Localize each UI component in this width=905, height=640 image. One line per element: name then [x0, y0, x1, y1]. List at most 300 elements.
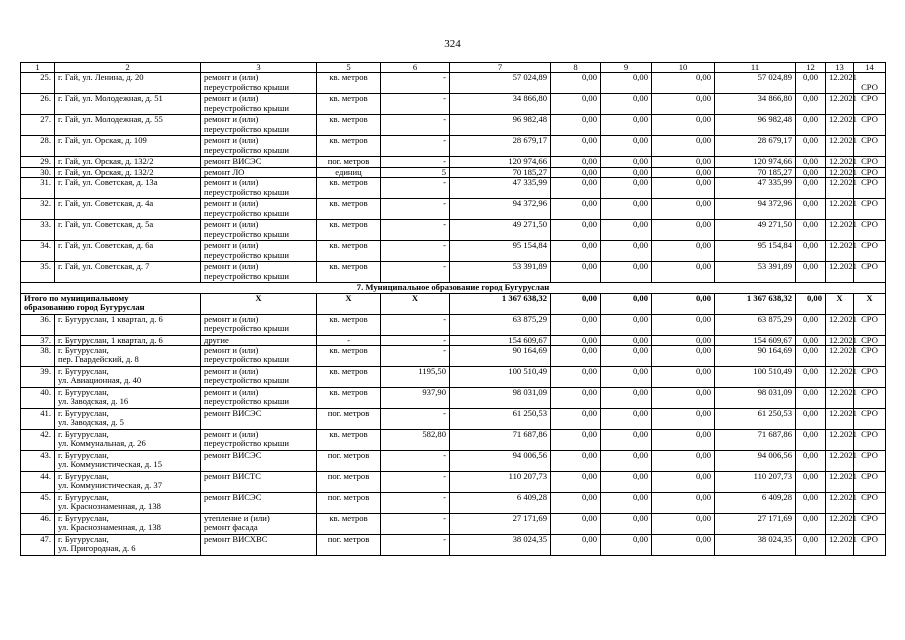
table-cell: - [381, 73, 450, 94]
table-cell: 12.2021 [826, 535, 854, 556]
table-cell: 38 024,35 [450, 535, 551, 556]
table-row [21, 94, 886, 115]
table-cell: 0,00 [652, 514, 715, 535]
table-cell: 12.2021 [826, 451, 854, 472]
table-cell: 0,00 [652, 167, 715, 177]
table-cell: 28 679,17 [450, 136, 551, 157]
table-cell: 0,00 [796, 451, 826, 472]
table-cell: ремонт и (или) переустройство крыши [201, 94, 317, 115]
table-cell: г. Гай, ул. Советская, д. 13а [55, 178, 201, 199]
table-cell: 120 974,66 [715, 157, 796, 167]
table-cell: 96 982,48 [715, 115, 796, 136]
table-cell: г. Бугуруслан, ул. Коммунальная, д. 26 [55, 430, 201, 451]
column-number-6: 6 [381, 63, 450, 73]
table-cell: г. Гай, ул. Орская, д. 132/2 [55, 157, 201, 167]
table-cell: 0,00 [796, 409, 826, 430]
table-cell: 0,00 [796, 94, 826, 115]
table-cell: 0,00 [796, 73, 826, 94]
table-cell: 71 687,86 [450, 430, 551, 451]
table-cell: 33. [21, 220, 55, 241]
table-cell: кв. метров [317, 178, 381, 199]
table-cell: кв. метров [317, 388, 381, 409]
table-cell: ремонт ВИСЭС [201, 409, 317, 430]
table-cell: СРО [854, 73, 886, 94]
table-cell: 32. [21, 199, 55, 220]
table-row [21, 314, 886, 335]
table-cell: 0,00 [796, 367, 826, 388]
table-cell: 0,00 [551, 157, 601, 167]
table-cell: 0,00 [652, 241, 715, 262]
table-cell: кв. метров [317, 115, 381, 136]
table-cell: 0,00 [601, 115, 652, 136]
table-cell: СРО [854, 430, 886, 451]
table-row [21, 409, 886, 430]
table-cell: 0,00 [551, 451, 601, 472]
table-cell: кв. метров [317, 346, 381, 367]
table-cell: 0,00 [601, 472, 652, 493]
table-cell: 95 154,84 [715, 241, 796, 262]
table-cell: ремонт ВИСТС [201, 472, 317, 493]
table-cell: 0,00 [551, 94, 601, 115]
table-cell: 0,00 [652, 314, 715, 335]
table-cell: 0,00 [551, 367, 601, 388]
table-cell: 57 024,89 [450, 73, 551, 94]
table-cell: 100 510,49 [715, 367, 796, 388]
table-cell: г. Бугуруслан, 1 квартал, д. 6 [55, 335, 201, 345]
table-cell: кв. метров [317, 220, 381, 241]
table-cell: 40. [21, 388, 55, 409]
table-cell: 36. [21, 314, 55, 335]
table-cell: кв. метров [317, 199, 381, 220]
table-cell: 12.2021 [826, 157, 854, 167]
section-heading: 7. Муниципальное образование город Бугуруслан [21, 283, 886, 293]
table-cell: 0,00 [796, 335, 826, 345]
table-cell: 0,00 [551, 314, 601, 335]
table-cell: 27 171,69 [450, 514, 551, 535]
table-cell: пог. метров [317, 535, 381, 556]
table-cell: 0,00 [796, 472, 826, 493]
table-cell: - [381, 335, 450, 345]
table-cell: пог. метров [317, 157, 381, 167]
table-cell: 94 372,96 [450, 199, 551, 220]
table-cell: 70 185,27 [450, 167, 551, 177]
table-cell: 12.2021 [826, 220, 854, 241]
table-cell: 154 609,67 [450, 335, 551, 345]
table-cell: г. Гай, ул. Ленина, д. 20 [55, 73, 201, 94]
table-cell: ремонт и (или) переустройство крыши [201, 367, 317, 388]
table-row [21, 367, 886, 388]
table-cell: ремонт ВИСЭС [201, 157, 317, 167]
table-cell: - [381, 178, 450, 199]
table-cell: 0,00 [551, 199, 601, 220]
table-cell: 0,00 [601, 178, 652, 199]
table-cell: 0,00 [601, 346, 652, 367]
table-cell: пог. метров [317, 472, 381, 493]
table-row [21, 335, 886, 345]
column-number-5: 5 [317, 63, 381, 73]
table-cell: 34 866,80 [715, 94, 796, 115]
table-cell: 0,00 [652, 335, 715, 345]
table-cell: 34. [21, 241, 55, 262]
table-cell: 96 982,48 [450, 115, 551, 136]
table-cell: 0,00 [796, 157, 826, 167]
table-cell: 12.2021 [826, 262, 854, 283]
table-cell: 0,00 [796, 262, 826, 283]
table-cell: 0,00 [652, 409, 715, 430]
table-cell: 0,00 [796, 346, 826, 367]
table-cell: 0,00 [796, 136, 826, 157]
table-cell: 47 335,99 [715, 178, 796, 199]
table-cell: кв. метров [317, 94, 381, 115]
table-cell: 0,00 [601, 157, 652, 167]
table-cell: г. Гай, ул. Советская, д. 4а [55, 199, 201, 220]
table-row [21, 136, 886, 157]
table-cell: СРО [854, 514, 886, 535]
table-cell: кв. метров [317, 514, 381, 535]
column-number-9: 9 [601, 63, 652, 73]
table-cell: кв. метров [317, 73, 381, 94]
column-number-3: 3 [201, 63, 317, 73]
table-cell: 53 391,89 [450, 262, 551, 283]
table-cell: ремонт и (или) переустройство крыши [201, 220, 317, 241]
table-cell: 0,00 [551, 136, 601, 157]
table-cell: 44. [21, 472, 55, 493]
total-cell: 1 367 638,32 [450, 293, 551, 314]
table-cell: кв. метров [317, 136, 381, 157]
table-cell: 0,00 [551, 493, 601, 514]
table-cell: 0,00 [601, 136, 652, 157]
table-cell: ремонт и (или) переустройство крыши [201, 388, 317, 409]
table-cell: 0,00 [551, 335, 601, 345]
total-cell: 1 367 638,32 [715, 293, 796, 314]
table-row [21, 220, 886, 241]
table-cell: СРО [854, 367, 886, 388]
table-cell: 0,00 [652, 73, 715, 94]
table-cell: СРО [854, 262, 886, 283]
table-row [21, 262, 886, 283]
table-cell: ремонт ВИСХВС [201, 535, 317, 556]
table-cell: 0,00 [796, 220, 826, 241]
table-cell: 0,00 [601, 451, 652, 472]
table-cell: 25. [21, 73, 55, 94]
table-cell: г. Бугуруслан, ул. Пригородная, д. 6 [55, 535, 201, 556]
table-cell: 12.2021 [826, 136, 854, 157]
table-cell: 49 271,50 [715, 220, 796, 241]
table-cell: 0,00 [551, 241, 601, 262]
table-cell: СРО [854, 388, 886, 409]
table-cell: 100 510,49 [450, 367, 551, 388]
table-cell: 0,00 [796, 535, 826, 556]
table-cell: 0,00 [796, 514, 826, 535]
table-cell: - [381, 514, 450, 535]
table-cell: 37. [21, 335, 55, 345]
table-cell: 30. [21, 167, 55, 177]
table-cell: СРО [854, 94, 886, 115]
table-cell: - [381, 220, 450, 241]
table-cell: ремонт и (или) переустройство крыши [201, 73, 317, 94]
column-number-2: 2 [55, 63, 201, 73]
table-cell: 47 335,99 [450, 178, 551, 199]
column-number-1: 1 [21, 63, 55, 73]
column-number-11: 11 [715, 63, 796, 73]
table-cell: 61 250,53 [715, 409, 796, 430]
table-cell: 0,00 [601, 430, 652, 451]
table-cell: 0,00 [796, 241, 826, 262]
total-cell: 0,00 [551, 293, 601, 314]
table-cell: - [381, 136, 450, 157]
table-cell: 0,00 [652, 262, 715, 283]
table-cell: г. Гай, ул. Советская, д. 6а [55, 241, 201, 262]
table-cell: СРО [854, 335, 886, 345]
column-number-7: 7 [450, 63, 551, 73]
table-cell: 42. [21, 430, 55, 451]
table-cell: 0,00 [652, 388, 715, 409]
table-cell: 0,00 [652, 451, 715, 472]
table-cell: кв. метров [317, 314, 381, 335]
table-cell: ремонт и (или) переустройство крыши [201, 346, 317, 367]
table-cell: 12.2021 [826, 115, 854, 136]
table-cell: 0,00 [551, 472, 601, 493]
table-cell: СРО [854, 451, 886, 472]
table-cell: СРО [854, 314, 886, 335]
table-cell: 70 185,27 [715, 167, 796, 177]
table-row [21, 178, 886, 199]
table-cell: пог. метров [317, 409, 381, 430]
table-cell: 90 164,69 [715, 346, 796, 367]
table-cell: СРО [854, 157, 886, 167]
table-cell: - [381, 199, 450, 220]
table-cell: 0,00 [551, 178, 601, 199]
table-cell: 26. [21, 94, 55, 115]
table-cell: 63 875,29 [715, 314, 796, 335]
table-cell: 1195,50 [381, 367, 450, 388]
table-cell: - [381, 115, 450, 136]
table-row [21, 493, 886, 514]
table-cell: 98 031,09 [715, 388, 796, 409]
table-cell: 47. [21, 535, 55, 556]
table-cell: ремонт и (или) переустройство крыши [201, 136, 317, 157]
page-number: 324 [444, 38, 461, 50]
table-cell: 0,00 [652, 367, 715, 388]
table-cell: ремонт ВИСЭС [201, 493, 317, 514]
table-cell: 12.2021 [826, 388, 854, 409]
table-row [21, 115, 886, 136]
table-cell: - [381, 451, 450, 472]
table-cell: другие [201, 335, 317, 345]
table-cell: СРО [854, 346, 886, 367]
table-cell: г. Бугуруслан, ул. Авиационная, д. 40 [55, 367, 201, 388]
table-cell: 12.2021 [826, 241, 854, 262]
table-cell: 0,00 [551, 346, 601, 367]
table-cell: 38. [21, 346, 55, 367]
table-cell: 0,00 [652, 493, 715, 514]
table-cell: 0,00 [551, 514, 601, 535]
table-row [21, 157, 886, 167]
column-number-12: 12 [796, 63, 826, 73]
table-cell: 45. [21, 493, 55, 514]
table-cell: 0,00 [551, 409, 601, 430]
table-cell: - [381, 262, 450, 283]
table-cell: 110 207,73 [715, 472, 796, 493]
table-cell: 0,00 [601, 262, 652, 283]
table-cell: 0,00 [601, 335, 652, 345]
table-cell: 12.2021 [826, 94, 854, 115]
table-cell: 0,00 [601, 167, 652, 177]
table-cell: 12.2021 [826, 367, 854, 388]
table-cell: 120 974,66 [450, 157, 551, 167]
total-cell: X [854, 293, 886, 314]
table-cell: 61 250,53 [450, 409, 551, 430]
table-cell: ремонт и (или) переустройство крыши [201, 314, 317, 335]
table-cell: 0,00 [601, 388, 652, 409]
table-cell: 12.2021 [826, 178, 854, 199]
table-cell: 90 164,69 [450, 346, 551, 367]
table-cell: 0,00 [796, 430, 826, 451]
table-cell: 12.2021 [826, 409, 854, 430]
table-cell: 0,00 [652, 94, 715, 115]
table-cell: г. Бугуруслан, ул. Заводская, д. 16 [55, 388, 201, 409]
table-cell: ремонт ВИСЭС [201, 451, 317, 472]
table-cell: г. Гай, ул. Советская, д. 5а [55, 220, 201, 241]
table-cell: г. Гай, ул. Молодежная, д. 55 [55, 115, 201, 136]
total-cell: X [201, 293, 317, 314]
table-cell: 6 409,28 [715, 493, 796, 514]
table-cell: 12.2021 [826, 346, 854, 367]
table-cell: СРО [854, 199, 886, 220]
table-cell: СРО [854, 409, 886, 430]
table-row [21, 167, 886, 177]
table-cell: 0,00 [551, 388, 601, 409]
table-cell: г. Бугуруслан, ул. Заводская, д. 5 [55, 409, 201, 430]
table-cell: 12.2021 [826, 514, 854, 535]
table-body [21, 63, 886, 556]
column-number-10: 10 [652, 63, 715, 73]
total-cell: X [826, 293, 854, 314]
table-cell: 937,90 [381, 388, 450, 409]
table-cell: пог. метров [317, 451, 381, 472]
column-number-13: 13 [826, 63, 854, 73]
table-cell: 63 875,29 [450, 314, 551, 335]
table-cell: - [381, 472, 450, 493]
table-cell: г. Бугуруслан, ул. Краснознаменная, д. 138 [55, 514, 201, 535]
total-row [21, 293, 886, 314]
table-cell: г. Бугуруслан, 1 квартал, д. 6 [55, 314, 201, 335]
column-number-8: 8 [551, 63, 601, 73]
table-cell: СРО [854, 178, 886, 199]
table-cell: 0,00 [551, 73, 601, 94]
table-cell: г. Бугуруслан, ул. Коммунистическая, д. 37 [55, 472, 201, 493]
table-cell: 94 006,56 [450, 451, 551, 472]
table-cell: СРО [854, 220, 886, 241]
total-cell: X [381, 293, 450, 314]
table-cell: ремонт и (или) переустройство крыши [201, 430, 317, 451]
table-cell: 0,00 [652, 430, 715, 451]
table-cell: г. Бугуруслан, ул. Краснознаменная, д. 138 [55, 493, 201, 514]
table-cell: 27 171,69 [715, 514, 796, 535]
table-cell: 0,00 [601, 199, 652, 220]
table-cell: ремонт ЛО [201, 167, 317, 177]
table-cell: - [381, 493, 450, 514]
table-cell: 57 024,89 [715, 73, 796, 94]
table-cell: 12.2021 [826, 472, 854, 493]
table-cell: пог. метров [317, 493, 381, 514]
table-cell: 0,00 [551, 535, 601, 556]
table-cell: г. Бугуруслан, ул. Коммунистическая, д. 15 [55, 451, 201, 472]
table-row [21, 199, 886, 220]
table-cell: СРО [854, 241, 886, 262]
table-cell: 49 271,50 [450, 220, 551, 241]
table-row [21, 241, 886, 262]
table-cell: ремонт и (или) переустройство крыши [201, 262, 317, 283]
table-row [21, 430, 886, 451]
total-label: Итого по муниципальному образованию город Бугуруслан [21, 293, 201, 314]
table-cell: 27. [21, 115, 55, 136]
table-cell: 0,00 [652, 199, 715, 220]
table-cell: 6 409,28 [450, 493, 551, 514]
table-cell: единиц [317, 167, 381, 177]
total-cell: X [317, 293, 381, 314]
table-cell: 0,00 [796, 493, 826, 514]
table-cell: - [381, 535, 450, 556]
table-cell: - [381, 409, 450, 430]
table-cell: 0,00 [601, 73, 652, 94]
table-cell: 46. [21, 514, 55, 535]
table-cell: 98 031,09 [450, 388, 551, 409]
table-cell: 94 006,56 [715, 451, 796, 472]
table-row [21, 514, 886, 535]
works-table [20, 62, 886, 556]
table-cell: 12.2021 [826, 335, 854, 345]
table-cell: 0,00 [601, 493, 652, 514]
table-cell: - [381, 314, 450, 335]
table-cell: 0,00 [652, 136, 715, 157]
table-row [21, 388, 886, 409]
table-cell: кв. метров [317, 241, 381, 262]
table-cell: 5 [381, 167, 450, 177]
table-cell: 582,80 [381, 430, 450, 451]
table-cell: СРО [854, 535, 886, 556]
table-cell: 0,00 [652, 178, 715, 199]
table-cell: 95 154,84 [450, 241, 551, 262]
total-cell: 0,00 [796, 293, 826, 314]
table-cell: 0,00 [796, 178, 826, 199]
table-cell: 0,00 [601, 514, 652, 535]
table-cell: 0,00 [601, 94, 652, 115]
table-cell: 94 372,96 [715, 199, 796, 220]
table-cell: ремонт и (или) переустройство крыши [201, 199, 317, 220]
table-cell: 0,00 [601, 409, 652, 430]
column-number-14: 14 [854, 63, 886, 73]
table-cell: 0,00 [551, 167, 601, 177]
table-cell: 12.2021 [826, 314, 854, 335]
table-cell: - [381, 346, 450, 367]
table-cell: 12.2021 [826, 73, 854, 94]
table-cell: г. Гай, ул. Молодежная, д. 51 [55, 94, 201, 115]
table-cell: 35. [21, 262, 55, 283]
table-cell: СРО [854, 115, 886, 136]
table-cell: 71 687,86 [715, 430, 796, 451]
table-cell: 0,00 [652, 115, 715, 136]
table-cell: 29. [21, 157, 55, 167]
table-cell: СРО [854, 167, 886, 177]
table-cell: 38 024,35 [715, 535, 796, 556]
table-row [21, 472, 886, 493]
table-cell: 34 866,80 [450, 94, 551, 115]
table-cell: 0,00 [652, 472, 715, 493]
table-cell: 0,00 [551, 262, 601, 283]
section-heading-row [21, 283, 886, 293]
table-row [21, 346, 886, 367]
